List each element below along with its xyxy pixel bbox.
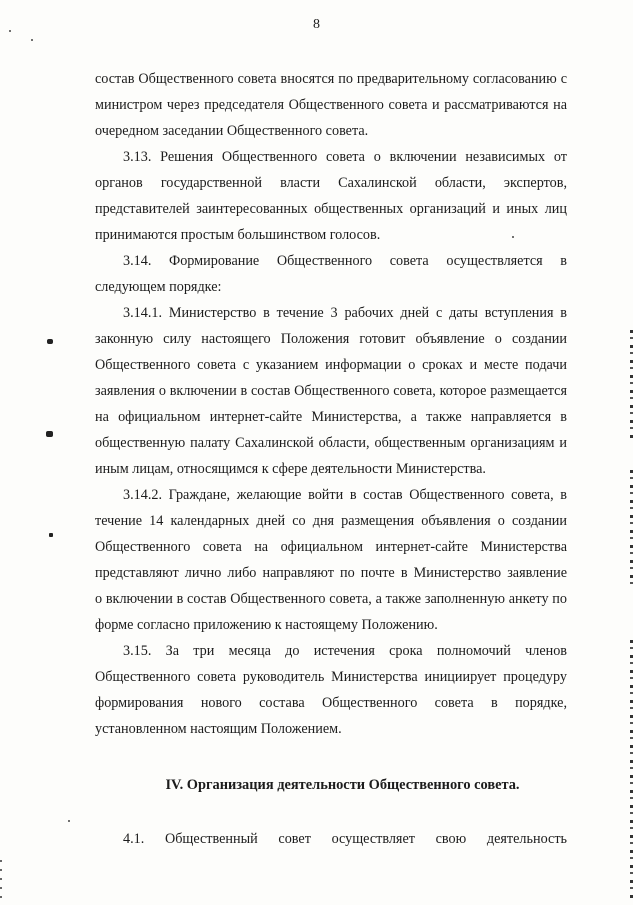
text-line: представителей заинтересованных общественных организаций и иных лиц <box>95 201 567 217</box>
scan-speck <box>512 236 514 238</box>
text-line: 4.1. Общественный совет осуществляет свою деятельность <box>123 831 567 847</box>
text-line: Общественного совета на официальном интернет-сайте Министерства <box>95 539 567 555</box>
text-line: установленном настоящим Положением. <box>95 721 342 737</box>
text-line: иным лицам, относящимся к сфере деятельности Министерства. <box>95 461 486 477</box>
text-line: форме согласно приложению к настоящему Положению. <box>95 617 438 633</box>
page-number: 8 <box>313 17 320 32</box>
scan-speck <box>9 30 11 32</box>
text-line: органов государственной власти Сахалинской области, экспертов, <box>95 175 567 191</box>
text-line: течение 14 календарных дней со дня размещения объявления о создании <box>95 513 567 529</box>
section-heading: IV. Организация деятельности Общественного совета. <box>165 777 520 793</box>
scan-edge <box>0 860 2 900</box>
scan-speck <box>68 820 70 822</box>
text-line: 3.15. За три месяца до истечения срока полномочий членов <box>123 643 567 659</box>
text-line: 3.14.2. Граждане, желающие войти в состав Общественного совета, в <box>123 487 567 503</box>
text-line: 3.14. Формирование Общественного совета осуществляется в <box>123 253 567 269</box>
text-line: на официальном интернет-сайте Министерства, а также направляется в <box>95 409 567 425</box>
text-line: министром через председателя Общественного совета и рассматриваются на <box>95 97 567 113</box>
text-line: Общественного совета руководитель Министерства инициирует процедуру <box>95 669 567 685</box>
text-line: очередном заседании Общественного совета. <box>95 123 369 139</box>
text-line: следующем порядке: <box>95 279 222 295</box>
text-line: общественную палату Сахалинской области, общественным организациям и <box>95 435 567 451</box>
text-line: 3.13. Решения Общественного совета о включении независимых от <box>123 149 567 165</box>
scan-mark <box>47 339 53 344</box>
text-line: законную силу настоящего Положения готовит объявление о создании <box>95 331 567 347</box>
text-line: Общественного совета с указанием информации о сроках и месте подачи <box>95 357 567 373</box>
text-line: о включении в состав Общественного совета, а также заполненную анкету по <box>95 591 567 607</box>
text-line: состав Общественного совета вносятся по предварительному согласованию с <box>95 71 567 87</box>
scan-mark <box>46 431 53 437</box>
text-line: 3.14.1. Министерство в течение 3 рабочих дней с даты вступления в <box>123 305 567 321</box>
text-line: заявления о включении в состав Общественного совета, которое размещается <box>95 383 567 399</box>
scan-mark <box>49 533 53 537</box>
text-line: формирования нового состава Общественного совета в порядке, <box>95 695 567 711</box>
text-line: представляют лично либо направляют по почте в Министерство заявление <box>95 565 567 581</box>
scan-speck <box>31 39 33 41</box>
text-line: принимаются простым большинством голосов. <box>95 227 381 243</box>
